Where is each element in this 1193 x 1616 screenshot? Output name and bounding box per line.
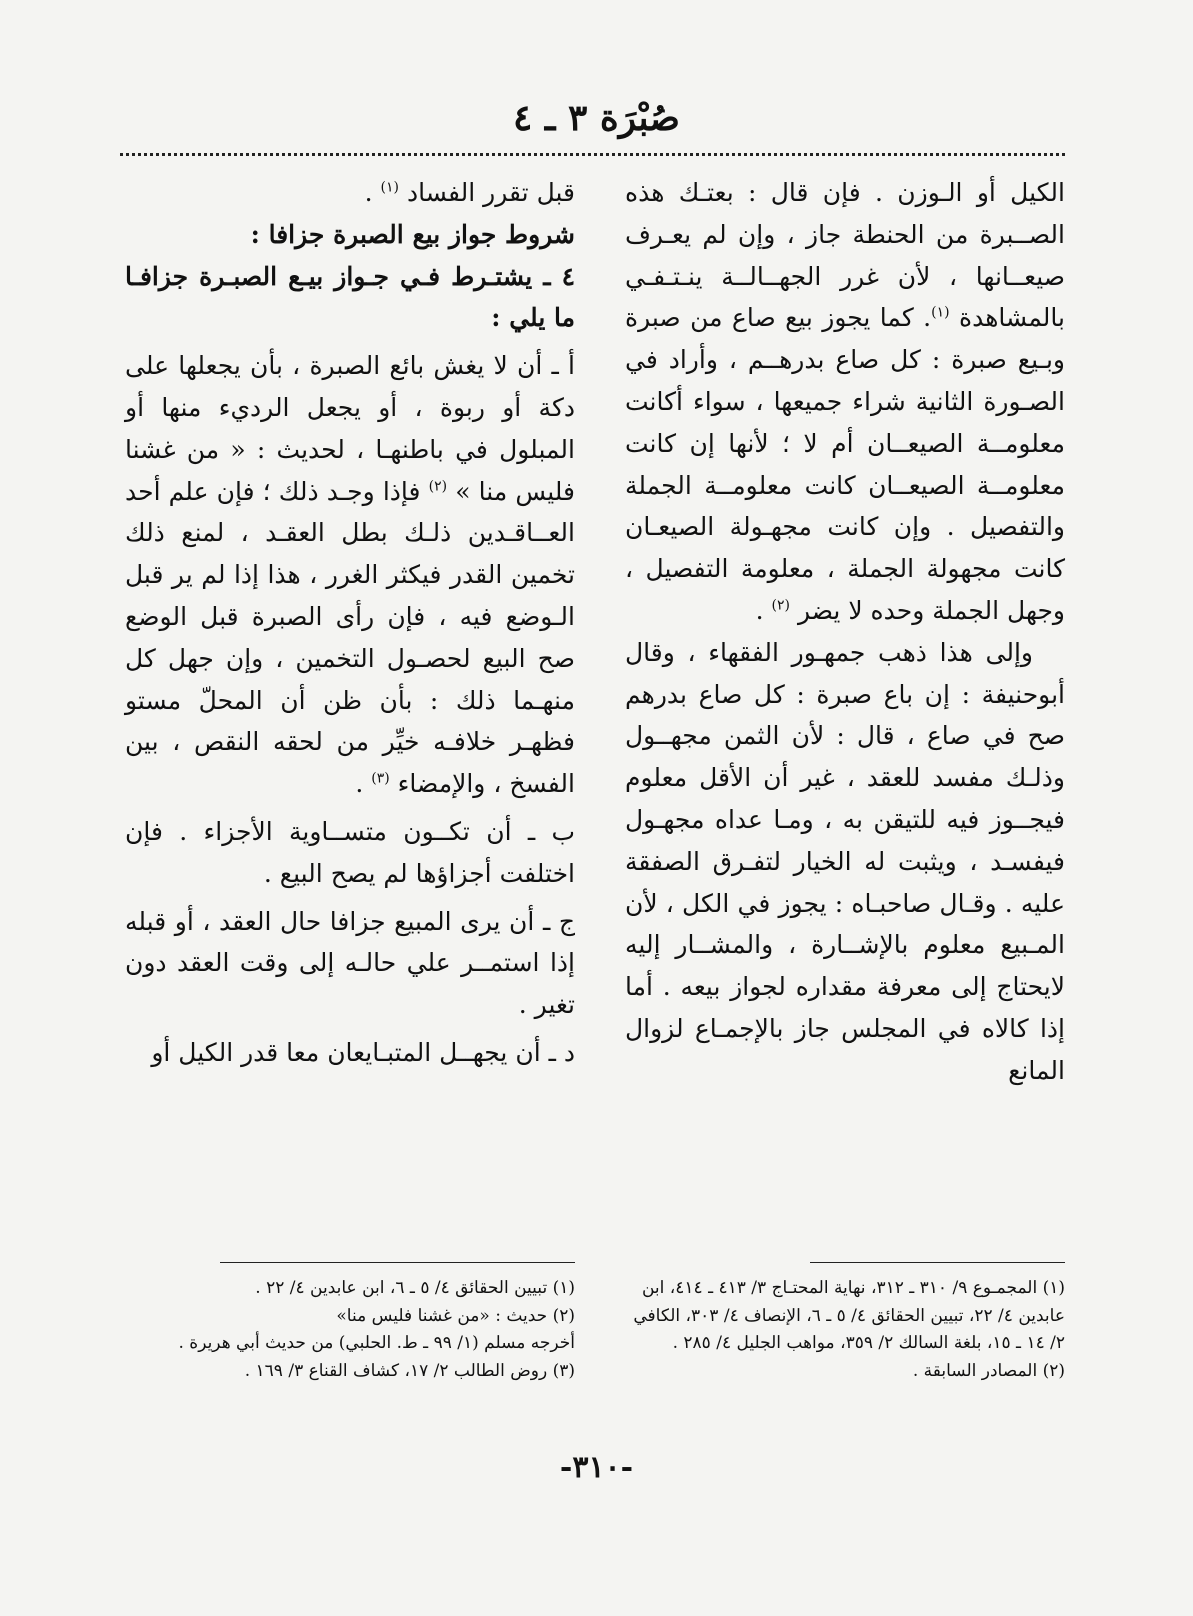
left-column bbox=[125, 172, 575, 1074]
footnote: (٣) روض الطالب ٢/ ١٧، كشاف القناع ٣/ ١٦٩ . bbox=[244, 1360, 575, 1381]
footnote-ref[interactable]: (١) bbox=[380, 179, 399, 196]
footnotes-right bbox=[625, 1275, 1065, 1385]
footnote: (٢) المصادر السابقة . bbox=[912, 1360, 1065, 1381]
paragraph: قبل تقرر الفساد $^{(١)}$ . bbox=[364, 178, 575, 207]
footnote: (١) المجمـوع ٩/ ٣١٠ ـ ٣١٢، نهاية المحتـاج ٣/ ٤١٣ ـ ٤١٤، ابن عابدين ٤/ ٢٢، تبيين الحقائق ٤/ ٥ ـ ٦، الإنصاف ٤/ ٣٠٣، الكافي ٢/ ١٤ ـ ١٥، بلغة السالك ٢/ ٣٥٩، مواهب الجليل ٤/ ٢٨٥ . bbox=[633, 1278, 1065, 1353]
page-number: -٣١٠- bbox=[559, 1450, 634, 1485]
condition-item-d: د ـ أن يجهــل المتبـايعان معا قدر الكيل أو bbox=[151, 1037, 575, 1067]
footnote-ref[interactable]: (٢) bbox=[428, 478, 448, 495]
header-divider bbox=[120, 153, 1065, 156]
section-heading: شروط جواز بيع الصبرة جزافا : bbox=[250, 219, 575, 249]
footnote-divider bbox=[810, 1262, 1065, 1263]
page-title: صُبْرَة ٣ ـ ٤ bbox=[512, 97, 680, 139]
condition-item-b: ب ـ أن تكــون متســاوية الأجزاء . فإن اختلفت أجزاؤها لم يصح البيع . bbox=[125, 816, 575, 888]
section-subheading: ٤ ـ يشتـرط فـي جـواز بيـع الصبـرة جزافـا ما يلي : bbox=[125, 261, 575, 333]
paragraph: الكيل أو الـوزن . فإن قال : بعتـك هذه الصــبرة من الحنطة جاز ، وإن لم يعـرف صيعــانها ، لأن غرر الجهــالــة ينـتـفـي بالمشاهدة $^{(١)}$. كما يجوز بيع صاع من صبرة وبـيع صبرة : كل صاع بدرهــم ، وأراد في الصـورة الثانية شراء جميعها ، سواء أكانت معلومــة الصيعــان أم لا ؛ لأنها إن كانت معلومــة الصيعــان كانت معلومــة الجملة والتفصيل . وإن كانت مجهـولة الصيعـان كانت مجهولة الجملة ، معلومة التفصيل ، وجهل الجملة وحده لا يضر $^{(٢)}$ . bbox=[625, 178, 1065, 625]
footnote-divider bbox=[220, 1262, 575, 1263]
condition-item-c: ج ـ أن يرى المبيع جزافا حال العقد ، أو قبله إذا استمــر علي حالـه إلى وقت العقد دون تغير . bbox=[125, 906, 575, 1020]
footnote-ref[interactable]: (١) bbox=[931, 305, 950, 322]
footnotes-left bbox=[125, 1275, 575, 1385]
footnote: (٢) حديث : «من غشنا فليس منا» bbox=[336, 1305, 575, 1326]
paragraph: وإلى هذا ذهب جمهـور الفقهاء ، وقال أبوحنيفة : إن باع صبرة : كل صاع بدرهم صح في صاع ، قال : لأن الثمن مجهــول وذلـك مفسد للعقد ، غير أن الأقل معلوم فيجــوز فيه للتيقن به ، ومـا عداه مجهـول فيفسـد ، ويثبت له الخيار لتفـرق الصفقة عليه . وقـال صاحبـاه : يجوز في الكل ، لأن المـبيع معلوم بالإشــارة ، والمشــار إليه لايحتاج إلى معرفة مقداره لجواز بيعه . أما إذا كالاه في المجلس جاز بالإجمـاع لزوال المانع bbox=[625, 637, 1065, 1085]
footnote: أخرجه مسلم (١/ ٩٩ ـ ط. الحلبي) من حديث أبي هريرة . bbox=[178, 1333, 575, 1353]
right-column bbox=[625, 172, 1065, 1092]
condition-item-a: أ ـ أن لا يغش بائع الصبرة ، بأن يجعلها على دكة أو ربوة ، أو يجعل الرديء منها أو المبلول في باطنهـا ، لحديث : « من غشنا فليس منا » $^{(٢)}$ فإذا وجـد ذلك ؛ فإن علم أحد العــاقـدين ذلـك بطل العقـد ، لمنع ذلك تخمين القدر فيكثر الغرر ، هذا إذا لم ير قبل الـوضع فيه ، فإن رأى الصبرة قبل الوضع صح البيع لحصـول التخمين ، وإن جهل كل منهـما ذلك : بأن ظن أن المحلّ مستو فظهـر خلافـه خيِّر من لحقه النقص ، بين الفسخ ، والإمضاء $^{(٣)}$ . bbox=[125, 351, 575, 799]
footnote: (١) تبيين الحقائق ٤/ ٥ ـ ٦، ابن عابدين ٤/ ٢٢ . bbox=[255, 1278, 575, 1298]
footnote-ref[interactable]: (٣) bbox=[371, 770, 390, 787]
footnote-ref[interactable]: (٢) bbox=[771, 597, 790, 614]
